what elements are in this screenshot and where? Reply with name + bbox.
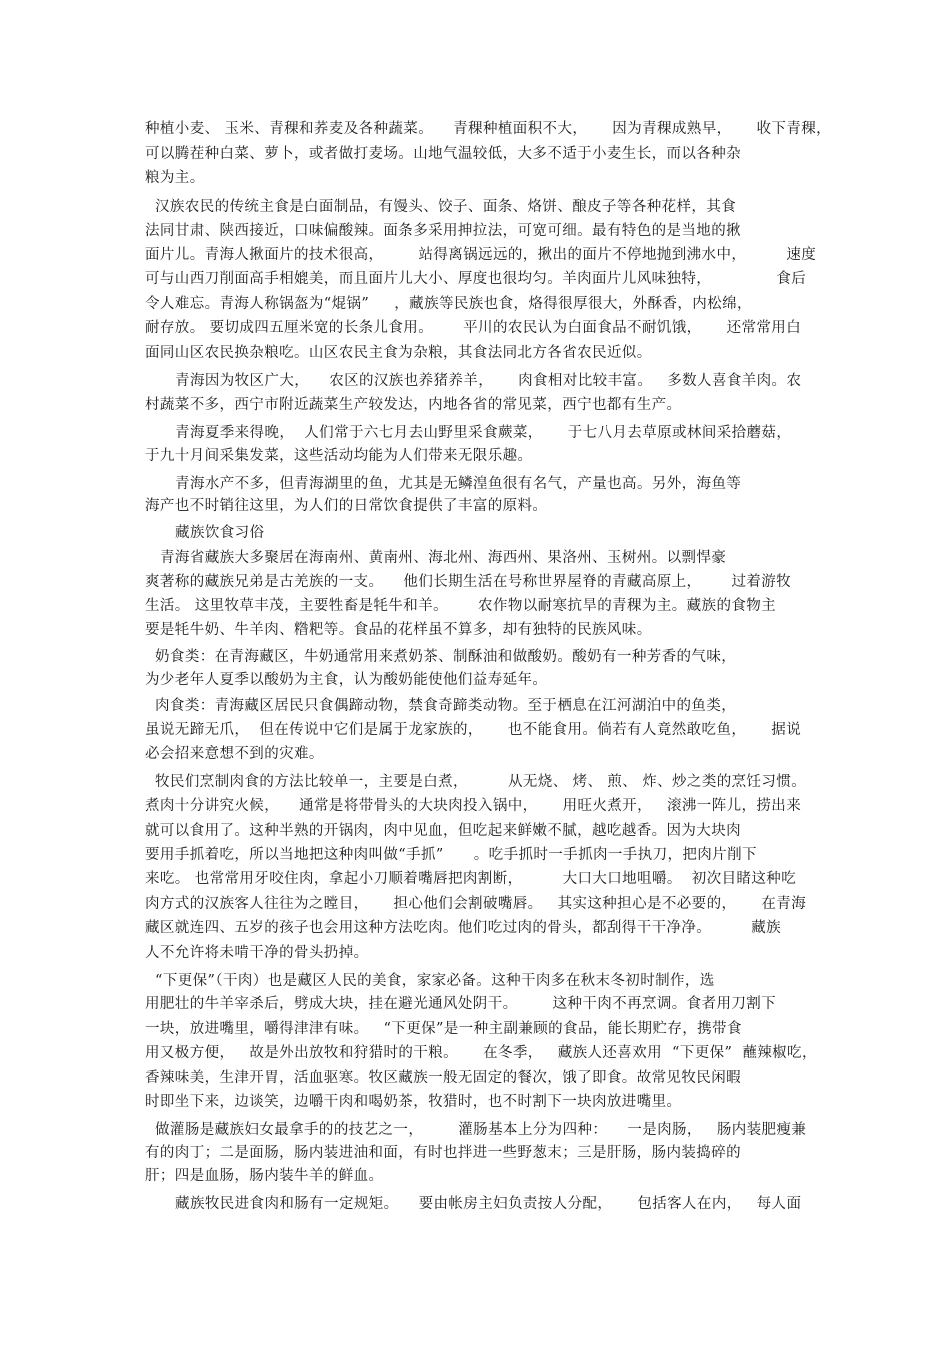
text-line: 耐存放。 要切成四五厘米宽的长条儿食用。 平川的农民认为白面食品不耐饥饿， 还常常用白 <box>145 320 802 336</box>
text-line: 生活。 这里牧草丰茂，主要牲畜是牦牛和羊。 农作物以耐寒抗旱的青稞为主。藏族的食物主 <box>145 598 777 614</box>
text-line: 藏族牧民进食肉和肠有一定规矩。 要由帐房主妇负责按人分配， 包括客人在内， 每人面 <box>145 1196 802 1212</box>
text-line: 粮为主。 <box>145 170 205 186</box>
text-line: 煮肉十分讲究火候， 通常是将带骨头的大块肉投入锅中， 用旺火煮开， 滚沸一阵儿，捞出来 <box>145 798 802 814</box>
text-line: 藏区就连四、五岁的孩子也会用这种方法吃肉。他们吃过肉的骨头，都刮得干干净净。 藏族 <box>145 920 782 936</box>
text-line: 面同山区农民换杂粮吃。山区农民主食为杂粮，其食法同北方各省农民近似。 <box>145 345 652 361</box>
text-line: 肝；四是血肠，肠内装牛羊的鲜血。 <box>145 1168 384 1184</box>
text-line: 香辣味美，生津开胃，活血驱寒。牧区藏族一般无固定的餐次，饿了即食。故常见牧民闲暇 <box>145 1070 741 1086</box>
text-line: 时即坐下来，边谈笑，边嚼干肉和喝奶茶，牧猎时，也不时割下一块肉放进嘴里。 <box>145 1094 682 1110</box>
text-line: 青海夏季来得晚， 人们常于六七月去山野里采食蕨菜， 于七八月去草原或林间采拾蘑菇， <box>145 425 792 441</box>
text-line: “下更保”（干肉）也是藏区人民的美食，家家必备。这种干肉多在秋末冬初时制作，选 <box>145 973 715 989</box>
text-line: 就可以食用了。这种半熟的开锅肉，肉中见血，但吃起来鲜嫩不腻，越吃越香。因为大块肉 <box>145 823 741 839</box>
text-line: 肉方式的汉族客人往往为之瞠目， 担心他们会割破嘴唇。 其实这种担心是不必要的， 在青海 <box>145 896 807 912</box>
text-line: 法同甘肃、陕西接近，口味偏酸辣。面条多采用抻拉法，可宽可细。最有特色的是当地的揪 <box>145 223 741 239</box>
text-line: 青海省藏族大多聚居在海南州、黄南州、海北州、海西州、果洛州、玉树州。以剽悍豪 <box>145 550 727 566</box>
text-line: 青海因为牧区广大， 农区的汉族也养猪养羊， 肉食相对比较丰富。 多数人喜食羊肉。农 <box>145 373 802 389</box>
text-line: 海产也不时销往这里，为人们的日常饮食提供了丰富的原料。 <box>145 498 548 514</box>
text-line: 用又极方便， 故是外出放牧和狩猎时的干粮。 在冬季， 藏族人还喜欢用 “下更保” 蘸辣椒吃， <box>145 1045 817 1061</box>
text-line: 可以腾茬种白菜、萝卜，或者做打麦场。山地气温较低，大多不适于小麦生长，而以各种杂 <box>145 146 741 162</box>
text-line: 为少老年人夏季以酸奶为主食，认为酸奶能使他们益寿延年。 <box>145 672 548 688</box>
text-line: 肉食类：青海藏区居民只食偶蹄动物，禁食奇蹄类动物。至于栖息在江河湖泊中的鱼类， <box>145 698 737 714</box>
text-line: 必会招来意想不到的灾难。 <box>145 746 324 762</box>
section-heading: 藏族饮食习俗 <box>145 525 265 541</box>
text-line: 牧民们烹制肉食的方法比较单一，主要是白煮， 从无烧、 烤、 煎、 炸、炒之类的烹饪习惯。 <box>145 774 807 790</box>
text-line: 用肥壮的牛羊宰杀后，劈成大块，挂在避光通风处阴干。 这种干肉不再烹调。食者用刀割下 <box>145 996 777 1012</box>
text-line: 令人难忘。青海人称锅盔为“焜锅” ，藏族等民族也食，烙得很厚很大，外酥香，内松绵， <box>145 296 752 312</box>
text-line: 汉族农民的传统主食是白面制品，有馒头、饺子、面条、烙饼、酿皮子等各种花样，其食 <box>145 199 737 215</box>
text-line: 面片儿。青海人揪面片的技术很高， 站得离锅远远的，揪出的面片不停地抛到沸水中， 速度 <box>145 247 817 263</box>
text-line: 可与山西刀削面高手相媲美，而且面片儿大小、厚度也很均匀。羊肉面片儿风味独特， 食后 <box>145 271 807 287</box>
text-line: 奶食类：在青海藏区，牛奶通常用来煮奶茶、制酥油和做酸奶。酸奶有一种芳香的气味， <box>145 649 737 665</box>
text-line: 来吃。 也常常用牙咬住肉，拿起小刀顺着嘴唇把肉割断， 大口大口地咀嚼。 初次目睹这种吃 <box>145 871 797 887</box>
text-line: 种植小麦、 玉米、青稞和荞麦及各种蔬菜。 青稞种植面积不大， 因为青稞成熟早， 收下青稞， <box>145 121 832 137</box>
text-line: 于九十月间采集发菜，这些活动均能为人们带来无限乐趣。 <box>145 448 533 464</box>
text-line: 爽著称的藏族兄弟是古羌族的一支。 他们长期生活在号称世界屋脊的青藏高原上， 过着游牧 <box>145 574 792 590</box>
text-line: 人不允许将未啃干净的骨头扔掉。 <box>145 945 369 961</box>
text-line: 有的肉丁；二是面肠，肠内装进油和面，有时也拌进一些野葱末；三是肝肠，肠内装捣碎的 <box>145 1145 741 1161</box>
text-line: 做灌肠是藏族妇女最拿手的的技艺之一， 灌肠基本上分为四种： 一是肉肠， 肠内装肥瘦兼 <box>145 1122 807 1138</box>
text-line: 要用手抓着吃，所以当地把这种肉叫做“手抓” 。吃手抓时一手抓肉一手执刀，把肉片削下 <box>145 847 757 863</box>
text-line: 虽说无蹄无爪， 但在传说中它们是属于龙家族的， 也不能食用。倘若有人竟然敢吃鱼， 据说 <box>145 722 802 738</box>
text-line: 青海水产不多，但青海湖里的鱼，尤其是无鳞湟鱼很有名气，产量也高。另外，海鱼等 <box>145 476 742 492</box>
text-line: 要是牦牛奶、牛羊肉、糌粑等。食品的花样虽不算多，却有独特的民族风味。 <box>145 622 652 638</box>
text-line: 一块，放进嘴里，嚼得津津有味。 “下更保”是一种主副兼顾的食品，能长期贮存，携带食 <box>145 1021 742 1037</box>
text-line: 村蔬菜不多，西宁市附近蔬菜生产较发达，内地各省的常见菜，西宁也都有生产。 <box>145 397 682 413</box>
